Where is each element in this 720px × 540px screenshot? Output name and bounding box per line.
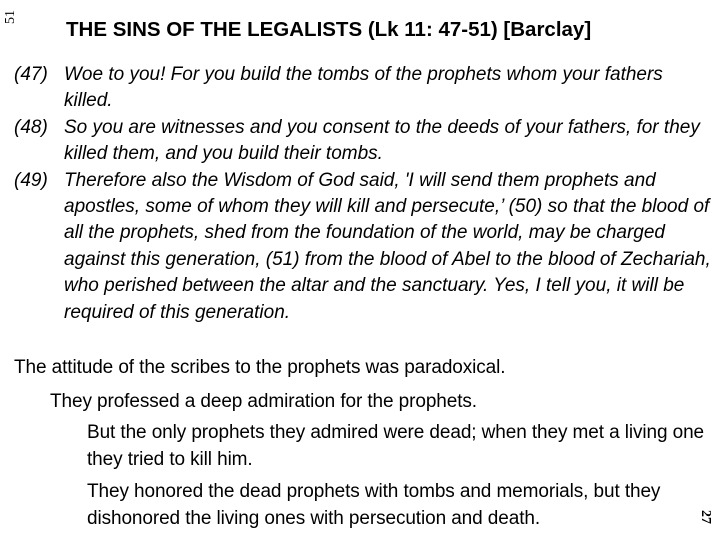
verse-47 (14, 62, 714, 115)
verse-number: (47) (14, 64, 48, 85)
page-number (694, 504, 716, 530)
verse-48 (14, 115, 714, 168)
verse-text: Woe to you! For you build the tombs of the prophets whom your fathers killed. (64, 64, 663, 112)
verse-49-51 (14, 168, 714, 326)
commentary-detail: They honored the dead prophets with tombs and memorials, but they dishonored the living ones with persecution and death. (87, 481, 661, 529)
scripture-passage (14, 62, 714, 326)
commentary-point: The attitude of the scribes to the prophets was paradoxical. (14, 357, 506, 378)
commentary-subpoint: They professed a deep admiration for the prophets. (50, 390, 477, 412)
verse-text: Therefore also the Wisdom of God said, 'I will send them prophets and apostles, some of whom they will kill and persecute,’ (50) so that the blood of all the prophets, shed from the foundation of the world, may be charged against this generation, (51) from the blood of Abel to the blood of Zechariah, who perished between the altar and the sanctuary. Yes, I tell you, it will be required of this generation. (64, 169, 711, 323)
slide-number-text: 51 (3, 10, 18, 24)
commentary (14, 355, 714, 532)
slide-title: THE SINS OF THE LEGALISTS (Lk 11: 47-51) [Barclay] (66, 18, 592, 41)
page-number-text: 27 (698, 510, 713, 524)
verse-text: So you are witnesses and you consent to the deeds of your fathers, for they killed them, and you build their tombs. (64, 116, 700, 165)
slide-number (0, 0, 22, 34)
verse-number: (48) (14, 116, 48, 138)
commentary-detail: But the only prophets they admired were dead; when they met a living one they tried to kill him. (87, 422, 705, 470)
verse-number: (49) (14, 169, 48, 191)
